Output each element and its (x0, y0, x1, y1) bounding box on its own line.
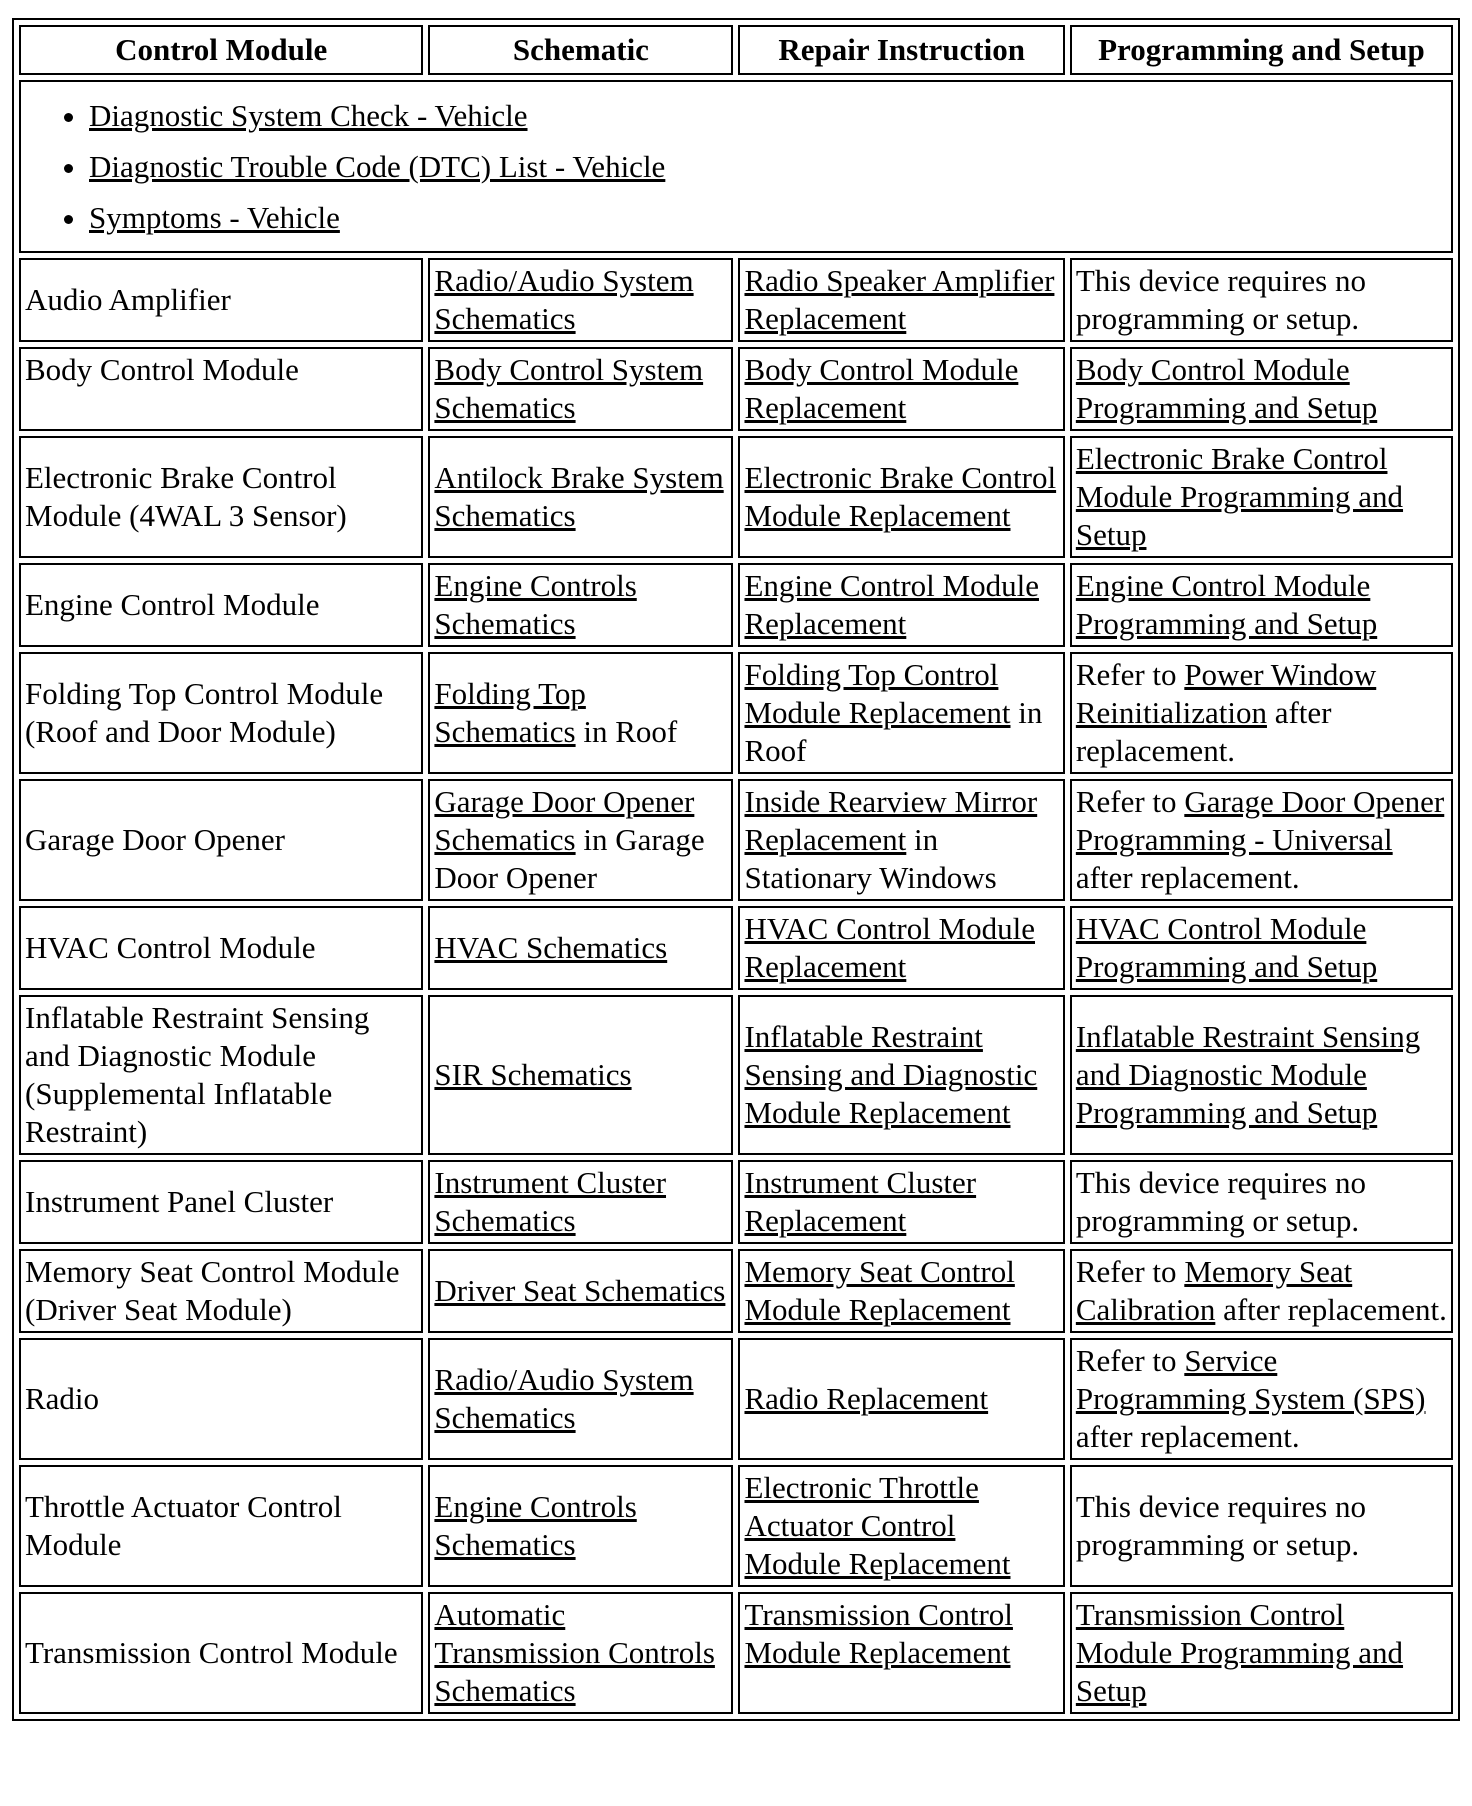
schematic-cell (428, 906, 733, 990)
repair-cell (738, 1592, 1064, 1714)
cross-reference-link[interactable]: Radio Replacement (744, 1381, 989, 1416)
cell-text: after replacement. (1075, 695, 1332, 768)
module-cell (19, 1160, 423, 1244)
cross-reference-link[interactable]: Engine Control Module Replacement (744, 568, 1039, 641)
cross-reference-link[interactable]: Inside Rearview Mirror Replacement (744, 784, 1038, 857)
cross-reference-link[interactable]: Antilock Brake System Schematics (434, 460, 724, 533)
module-name: Folding Top Control Module (Roof and Door Module) (25, 676, 384, 749)
table-row (19, 258, 1453, 342)
module-cell (19, 563, 423, 647)
cross-reference-link[interactable]: Body Control Module Programming and Setup (1075, 352, 1378, 425)
module-cell (19, 436, 423, 558)
cell-text: in Stationary Windows (744, 822, 997, 895)
cross-reference-link[interactable]: Electronic Brake Control Module Replacement (744, 460, 1057, 533)
module-cell (19, 995, 423, 1155)
repair-cell (738, 1338, 1064, 1460)
cross-reference-link[interactable]: Engine Controls Schematics (434, 568, 637, 641)
programming-cell (1070, 906, 1453, 990)
cell-text: This device requires no programming or setup. (1075, 263, 1366, 336)
repair-cell (738, 995, 1064, 1155)
cross-reference-link[interactable]: HVAC Schematics (434, 930, 668, 965)
module-cell (19, 779, 423, 901)
table-row (19, 563, 1453, 647)
diagnostic-links-list (25, 90, 1447, 243)
module-name: Transmission Control Module (25, 1635, 398, 1670)
document (12, 18, 1460, 1721)
cross-reference-link[interactable]: Memory Seat Calibration (1075, 1254, 1353, 1327)
programming-cell (1070, 652, 1453, 774)
cross-reference-link[interactable]: SIR Schematics (434, 1057, 632, 1092)
cross-reference-link[interactable]: HVAC Control Module Replacement (744, 911, 1035, 984)
table-row (19, 436, 1453, 558)
cell-text: after replacement. (1075, 1419, 1300, 1454)
header-schematic: Schematic (428, 25, 733, 75)
header-row (19, 25, 1453, 75)
cross-reference-link[interactable]: Inflatable Restraint Sensing and Diagnostic Module Replacement (744, 1019, 1038, 1130)
schematic-cell (428, 1592, 733, 1714)
cross-reference-link[interactable]: Radio/Audio System Schematics (434, 263, 694, 336)
schematic-cell (428, 1249, 733, 1333)
programming-cell (1070, 779, 1453, 901)
diagnostic-links-cell (19, 80, 1453, 253)
repair-cell (738, 563, 1064, 647)
schematic-cell (428, 258, 733, 342)
repair-cell (738, 652, 1064, 774)
schematic-cell (428, 347, 733, 431)
cross-reference-link[interactable]: Folding Top Schematics (434, 676, 586, 749)
programming-cell (1070, 1249, 1453, 1333)
cross-reference-link[interactable]: Folding Top Control Module Replacement (744, 657, 1011, 730)
programming-cell (1070, 995, 1453, 1155)
cross-reference-link[interactable]: Body Control System Schematics (434, 352, 704, 425)
table-row (19, 1592, 1453, 1714)
programming-cell (1070, 436, 1453, 558)
module-name: Radio (25, 1381, 100, 1416)
diag-list-item (89, 192, 1447, 243)
table-row (19, 779, 1453, 901)
programming-cell (1070, 1160, 1453, 1244)
cell-text: in Roof (575, 714, 678, 749)
repair-cell (738, 1465, 1064, 1587)
module-name: Throttle Actuator Control Module (25, 1489, 342, 1562)
module-cell (19, 906, 423, 990)
repair-cell (738, 347, 1064, 431)
module-cell (19, 1249, 423, 1333)
programming-cell (1070, 347, 1453, 431)
cell-text: after replacement. (1215, 1292, 1447, 1327)
repair-cell (738, 1249, 1064, 1333)
table-row (19, 1249, 1453, 1333)
link-symptoms[interactable]: Symptoms - Vehicle (89, 200, 340, 235)
module-cell (19, 347, 423, 431)
schematic-cell (428, 1465, 733, 1587)
schematic-cell (428, 995, 733, 1155)
cross-reference-link[interactable]: Transmission Control Module Replacement (744, 1597, 1013, 1670)
schematic-cell (428, 436, 733, 558)
cell-text: Refer to (1075, 784, 1185, 819)
module-cell (19, 1338, 423, 1460)
cross-reference-link[interactable]: Transmission Control Module Programming and Setup (1075, 1597, 1404, 1708)
table-row (19, 906, 1453, 990)
module-name: Instrument Panel Cluster (25, 1184, 334, 1219)
repair-cell (738, 779, 1064, 901)
cross-reference-link[interactable]: Garage Door Opener Programming - Universal (1075, 784, 1445, 857)
cross-reference-link[interactable]: Radio/Audio System Schematics (434, 1362, 694, 1435)
module-cell (19, 652, 423, 774)
programming-cell (1070, 258, 1453, 342)
programming-cell (1070, 563, 1453, 647)
module-cell (19, 1592, 423, 1714)
diag-list-item (89, 141, 1447, 192)
header-control-module: Control Module (19, 25, 423, 75)
repair-cell (738, 258, 1064, 342)
table-row (19, 1160, 1453, 1244)
table-row (19, 1465, 1453, 1587)
cell-text: Refer to (1075, 1343, 1185, 1378)
cross-reference-link[interactable]: Body Control Module Replacement (744, 352, 1019, 425)
diag-list-item (89, 90, 1447, 141)
table-row (19, 1338, 1453, 1460)
cell-text: This device requires no programming or setup. (1075, 1165, 1366, 1238)
module-name: Garage Door Opener (25, 822, 285, 857)
cell-text: after replacement. (1075, 860, 1300, 895)
repair-cell (738, 1160, 1064, 1244)
link-dtc-list[interactable]: Diagnostic Trouble Code (DTC) List - Vehicle (89, 149, 666, 184)
cross-reference-link[interactable]: Engine Controls Schematics (434, 1489, 637, 1562)
module-name: HVAC Control Module (25, 930, 316, 965)
programming-cell (1070, 1592, 1453, 1714)
module-name: Audio Amplifier (25, 282, 231, 317)
schematic-cell (428, 652, 733, 774)
cross-reference-link[interactable]: Service Programming System (SPS) (1075, 1343, 1426, 1416)
diagnostic-links-row (19, 80, 1453, 253)
cross-reference-link[interactable]: Instrument Cluster Replacement (744, 1165, 977, 1238)
table-row (19, 652, 1453, 774)
cross-reference-link[interactable]: Electronic Brake Control Module Programming and Setup (1075, 441, 1404, 552)
schematic-cell (428, 1338, 733, 1460)
module-cell (19, 1465, 423, 1587)
cell-text: in Garage Door Opener (434, 822, 705, 895)
cross-reference-link[interactable]: Inflatable Restraint Sensing and Diagnostic Module Programming and Setup (1075, 1019, 1421, 1130)
cross-reference-link[interactable]: HVAC Control Module Programming and Setup (1075, 911, 1378, 984)
header-programming-setup: Programming and Setup (1070, 25, 1453, 75)
header-repair-instruction: Repair Instruction (738, 25, 1064, 75)
cross-reference-link[interactable]: Memory Seat Control Module Replacement (744, 1254, 1015, 1327)
cross-reference-link[interactable]: Instrument Cluster Schematics (434, 1165, 667, 1238)
repair-cell (738, 906, 1064, 990)
module-name: Electronic Brake Control Module (4WAL 3 Sensor) (25, 460, 347, 533)
cross-reference-link[interactable]: Radio Speaker Amplifier Replacement (744, 263, 1055, 336)
schematic-cell (428, 563, 733, 647)
control-module-table (12, 18, 1460, 1721)
link-diagnostic-system-check[interactable]: Diagnostic System Check - Vehicle (89, 98, 528, 133)
cell-text: This device requires no programming or setup. (1075, 1489, 1366, 1562)
cross-reference-link[interactable]: Engine Control Module Programming and Setup (1075, 568, 1378, 641)
schematic-cell (428, 779, 733, 901)
programming-cell (1070, 1465, 1453, 1587)
cross-reference-link[interactable]: Electronic Throttle Actuator Control Module Replacement (744, 1470, 1011, 1581)
table-row (19, 347, 1453, 431)
cell-text: in Roof (744, 695, 1043, 768)
cell-text: Refer to (1075, 1254, 1185, 1289)
table-row (19, 995, 1453, 1155)
module-name: Body Control Module (25, 352, 299, 387)
module-cell (19, 258, 423, 342)
module-name: Memory Seat Control Module (Driver Seat Module) (25, 1254, 400, 1327)
cross-reference-link[interactable]: Automatic Transmission Controls Schematics (434, 1597, 715, 1708)
cross-reference-link[interactable]: Garage Door Opener Schematics (434, 784, 695, 857)
module-name: Inflatable Restraint Sensing and Diagnostic Module (Supplemental Inflatable Restraint) (25, 1000, 370, 1149)
cross-reference-link[interactable]: Driver Seat Schematics (434, 1273, 726, 1308)
programming-cell (1070, 1338, 1453, 1460)
repair-cell (738, 436, 1064, 558)
cross-reference-link[interactable]: Power Window Reinitialization (1075, 657, 1377, 730)
schematic-cell (428, 1160, 733, 1244)
cell-text: Refer to (1075, 657, 1185, 692)
module-name: Engine Control Module (25, 587, 320, 622)
